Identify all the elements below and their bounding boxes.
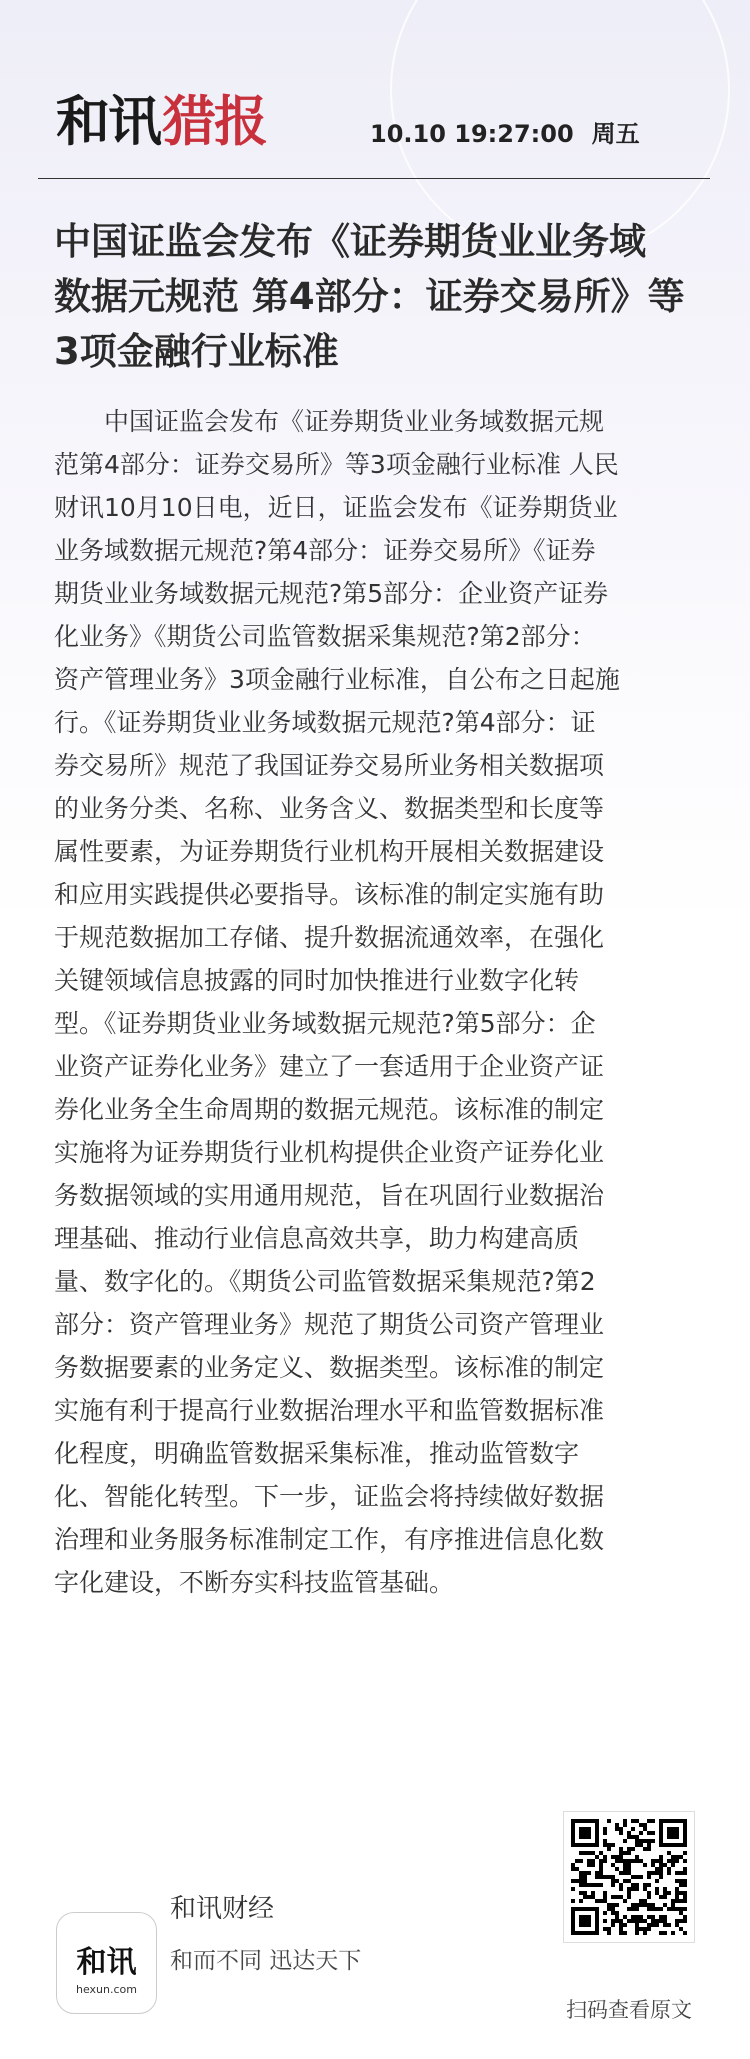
body-line: 中国证监会发布《证券期货业业务域数据元规 <box>54 407 605 436</box>
body-line: 券交易所》规范了我国证券交易所业务相关数据项 <box>54 751 605 780</box>
body-line: 券化业务全生命周期的数据元规范。该标准的制定 <box>54 1095 605 1124</box>
body-line: 实施有利于提高行业数据治理水平和监管数据标准 <box>54 1396 605 1425</box>
qr-label: 扫码查看原文 <box>566 1998 692 2022</box>
body-line: 字化建设，不断夯实科技监管基础。 <box>54 1568 455 1597</box>
article-body <box>54 400 704 1604</box>
app-name: 和讯财经 <box>170 1894 275 1924</box>
qr-code[interactable] <box>563 1811 695 1943</box>
logo-hexun: 和讯 <box>56 90 160 153</box>
body-line: 的业务分类、名称、业务含义、数据类型和长度等 <box>54 794 605 823</box>
body-line: 化、智能化转型。下一步，证监会将持续做好数据 <box>54 1482 605 1511</box>
body-line: 务数据领域的实用通用规范，旨在巩固行业数据治 <box>54 1181 605 1210</box>
brand-logo <box>56 92 266 152</box>
logo-liebao: 猎报 <box>162 90 266 153</box>
body-line: 理基础、推动行业信息高效共享，助力构建高质 <box>54 1224 580 1253</box>
body-line: 资产管理业务》3项金融行业标准，自公布之日起施 <box>54 665 620 694</box>
app-icon-mark: 和讯 <box>76 1945 137 1980</box>
body-line: 范第4部分：证券交易所》等3项金融行业标准 人民 <box>54 450 619 479</box>
header-divider <box>38 178 710 179</box>
body-line: 行。《证券期货业业务域数据元规范?第4部分：证 <box>54 708 596 737</box>
title-line: 3项金融行业标准 <box>54 330 339 373</box>
app-icon <box>56 1912 157 2014</box>
body-line: 于规范数据加工存储、提升数据流通效率，在强化 <box>54 923 605 952</box>
body-line: 和应用实践提供必要指导。该标准的制定实施有助 <box>54 880 605 909</box>
title-line: 数据元规范 第4部分：证券交易所》等 <box>54 275 685 318</box>
body-line: 量、数字化的。《期货公司监管数据采集规范?第2 <box>54 1267 596 1296</box>
publish-datetime <box>370 114 710 149</box>
weekday: 周五 <box>591 120 640 148</box>
qr-code-icon <box>571 1819 687 1935</box>
body-line: 业务域数据元规范?第4部分：证券交易所》《证券 <box>54 536 596 565</box>
body-line: 化程度，明确监管数据采集标准，推动监管数字 <box>54 1439 580 1468</box>
body-line: 务数据要素的业务定义、数据类型。该标准的制定 <box>54 1353 605 1382</box>
date-time: 10.10 19:27:00 <box>370 120 574 148</box>
body-line: 化业务》《期货公司监管数据采集规范?第2部分： <box>54 622 596 651</box>
title-line: 中国证监会发布《证券期货业业务域 <box>54 220 646 263</box>
body-line: 期货业业务域数据元规范?第5部分：企业资产证券 <box>54 579 609 608</box>
body-line: 业资产证券化业务》建立了一套适用于企业资产证 <box>54 1052 605 1081</box>
body-line: 部分：资产管理业务》规范了期货公司资产管理业 <box>54 1310 605 1339</box>
body-line: 实施将为证券期货行业机构提供企业资产证券化业 <box>54 1138 605 1167</box>
body-line: 财讯10月10日电，近日，证监会发布《证券期货业 <box>54 493 618 522</box>
body-line: 型。《证券期货业业务域数据元规范?第5部分：企 <box>54 1009 596 1038</box>
body-line: 关键领域信息披露的同时加快推进行业数字化转 <box>54 966 580 995</box>
app-icon-domain: hexun.com <box>76 1983 137 1996</box>
app-slogan: 和而不同 迅达天下 <box>170 1948 362 1974</box>
body-line: 属性要素，为证券期货行业机构开展相关数据建设 <box>54 837 605 866</box>
article-title <box>54 214 704 379</box>
body-line: 治理和业务服务标准制定工作，有序推进信息化数 <box>54 1525 605 1554</box>
